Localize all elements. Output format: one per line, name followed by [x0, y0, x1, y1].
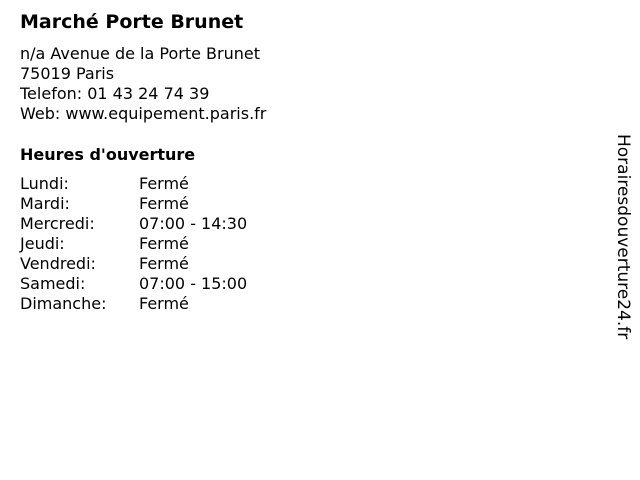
- day-hours: Fermé: [139, 234, 189, 253]
- day-label: Dimanche:: [20, 294, 107, 313]
- day-hours: Fermé: [139, 194, 189, 213]
- day-label: Mercredi:: [20, 214, 95, 233]
- day-hours: Fermé: [139, 254, 189, 273]
- day-hours: 07:00 - 14:30: [139, 214, 248, 233]
- day-label: Lundi:: [20, 174, 69, 193]
- address-block: [20, 44, 266, 124]
- phone-line: Telefon: 01 43 24 74 39: [20, 84, 210, 103]
- day-hours: Fermé: [139, 174, 189, 193]
- web-line: Web: www.equipement.paris.fr: [20, 104, 267, 123]
- day-label: Mardi:: [20, 194, 70, 213]
- hours-heading: Heures d'ouverture: [20, 145, 196, 164]
- day-label: Jeudi:: [20, 234, 65, 253]
- site-watermark: Horairesdouverture24.fr: [613, 134, 633, 340]
- address-city: 75019 Paris: [20, 64, 115, 83]
- day-label: Samedi:: [20, 274, 86, 293]
- day-label: Vendredi:: [20, 254, 96, 273]
- day-hours: 07:00 - 15:00: [139, 274, 248, 293]
- day-hours: Fermé: [139, 294, 189, 313]
- address-street: n/a Avenue de la Porte Brunet: [20, 44, 260, 63]
- business-name: Marché Porte Brunet: [20, 11, 244, 33]
